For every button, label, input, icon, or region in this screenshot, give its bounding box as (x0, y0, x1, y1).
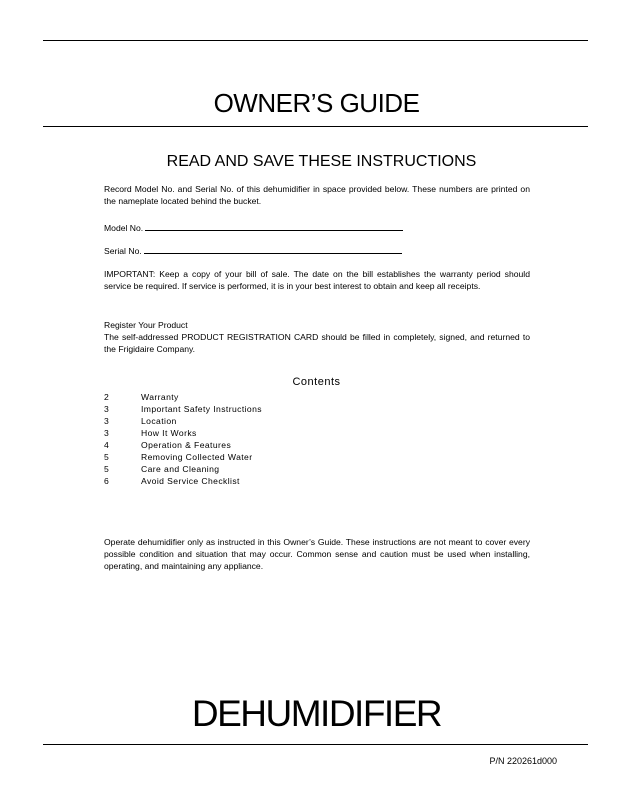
toc-item-label: Avoid Service Checklist (141, 476, 240, 486)
toc-item-label: Operation & Features (141, 440, 232, 450)
toc-item-label: How It Works (141, 428, 197, 438)
toc-entry (104, 391, 404, 403)
toc-page-number: 6 (104, 476, 110, 486)
serial-number-label: Serial No. (104, 246, 142, 256)
toc-entry (104, 451, 404, 463)
toc-page-number: 5 (104, 452, 110, 462)
top-divider (43, 40, 588, 41)
important-paragraph: IMPORTANT: Keep a copy of your bill of sale. The date on the bill establishes the warranty period should service be required. If service is performed, it is in your best interest to obtain and keep all receipts. (104, 269, 530, 291)
serial-number-blank (144, 245, 402, 254)
toc-entry (104, 439, 404, 451)
model-number-label: Model No. (104, 223, 144, 233)
toc-page-number: 2 (104, 392, 110, 402)
register-paragraph: The self-addressed PRODUCT REGISTRATION CARD should be filled in completely, signed, and returned to the Frigidaire Company. (104, 332, 530, 354)
closing-paragraph: Operate dehumidifier only as instructed in this Owner’s Guide. These instructions are not meant to cover every possible condition and situation that may occur. Common sense and caution must be used when installing, operating, and maintaining any appliance. (104, 537, 530, 571)
toc-item-label: Warranty (141, 392, 179, 402)
part-number: P/N 220261d000 (489, 756, 557, 766)
product-name: DEHUMIDIFIER (191, 693, 442, 734)
bottom-divider (43, 744, 588, 745)
instructions-heading: READ AND SAVE THESE INSTRUCTIONS (166, 153, 477, 170)
document-title: OWNER’S GUIDE (213, 88, 420, 118)
table-of-contents (104, 391, 404, 487)
register-section (104, 319, 530, 355)
model-number-blank (145, 222, 403, 231)
toc-page-number: 3 (104, 404, 110, 414)
title-divider (43, 126, 588, 127)
toc-entry (104, 427, 404, 439)
toc-page-number: 5 (104, 464, 110, 474)
register-heading: Register Your Product (104, 320, 188, 330)
toc-item-label: Removing Collected Water (141, 452, 253, 462)
model-number-field (104, 222, 530, 234)
toc-entry (104, 463, 404, 475)
toc-page-number: 3 (104, 428, 110, 438)
intro-paragraph: Record Model No. and Serial No. of this dehumidifier in space provided below. These numbers are printed on the nameplate located behind the bucket. (104, 184, 530, 206)
toc-entry (104, 415, 404, 427)
toc-item-label: Important Safety Instructions (141, 404, 262, 414)
contents-heading: Contents (292, 376, 341, 388)
toc-entry (104, 475, 404, 487)
toc-page-number: 3 (104, 416, 110, 426)
toc-item-label: Location (141, 416, 177, 426)
serial-number-field (104, 245, 530, 257)
toc-entry (104, 403, 404, 415)
toc-item-label: Care and Cleaning (141, 464, 220, 474)
toc-page-number: 4 (104, 440, 110, 450)
